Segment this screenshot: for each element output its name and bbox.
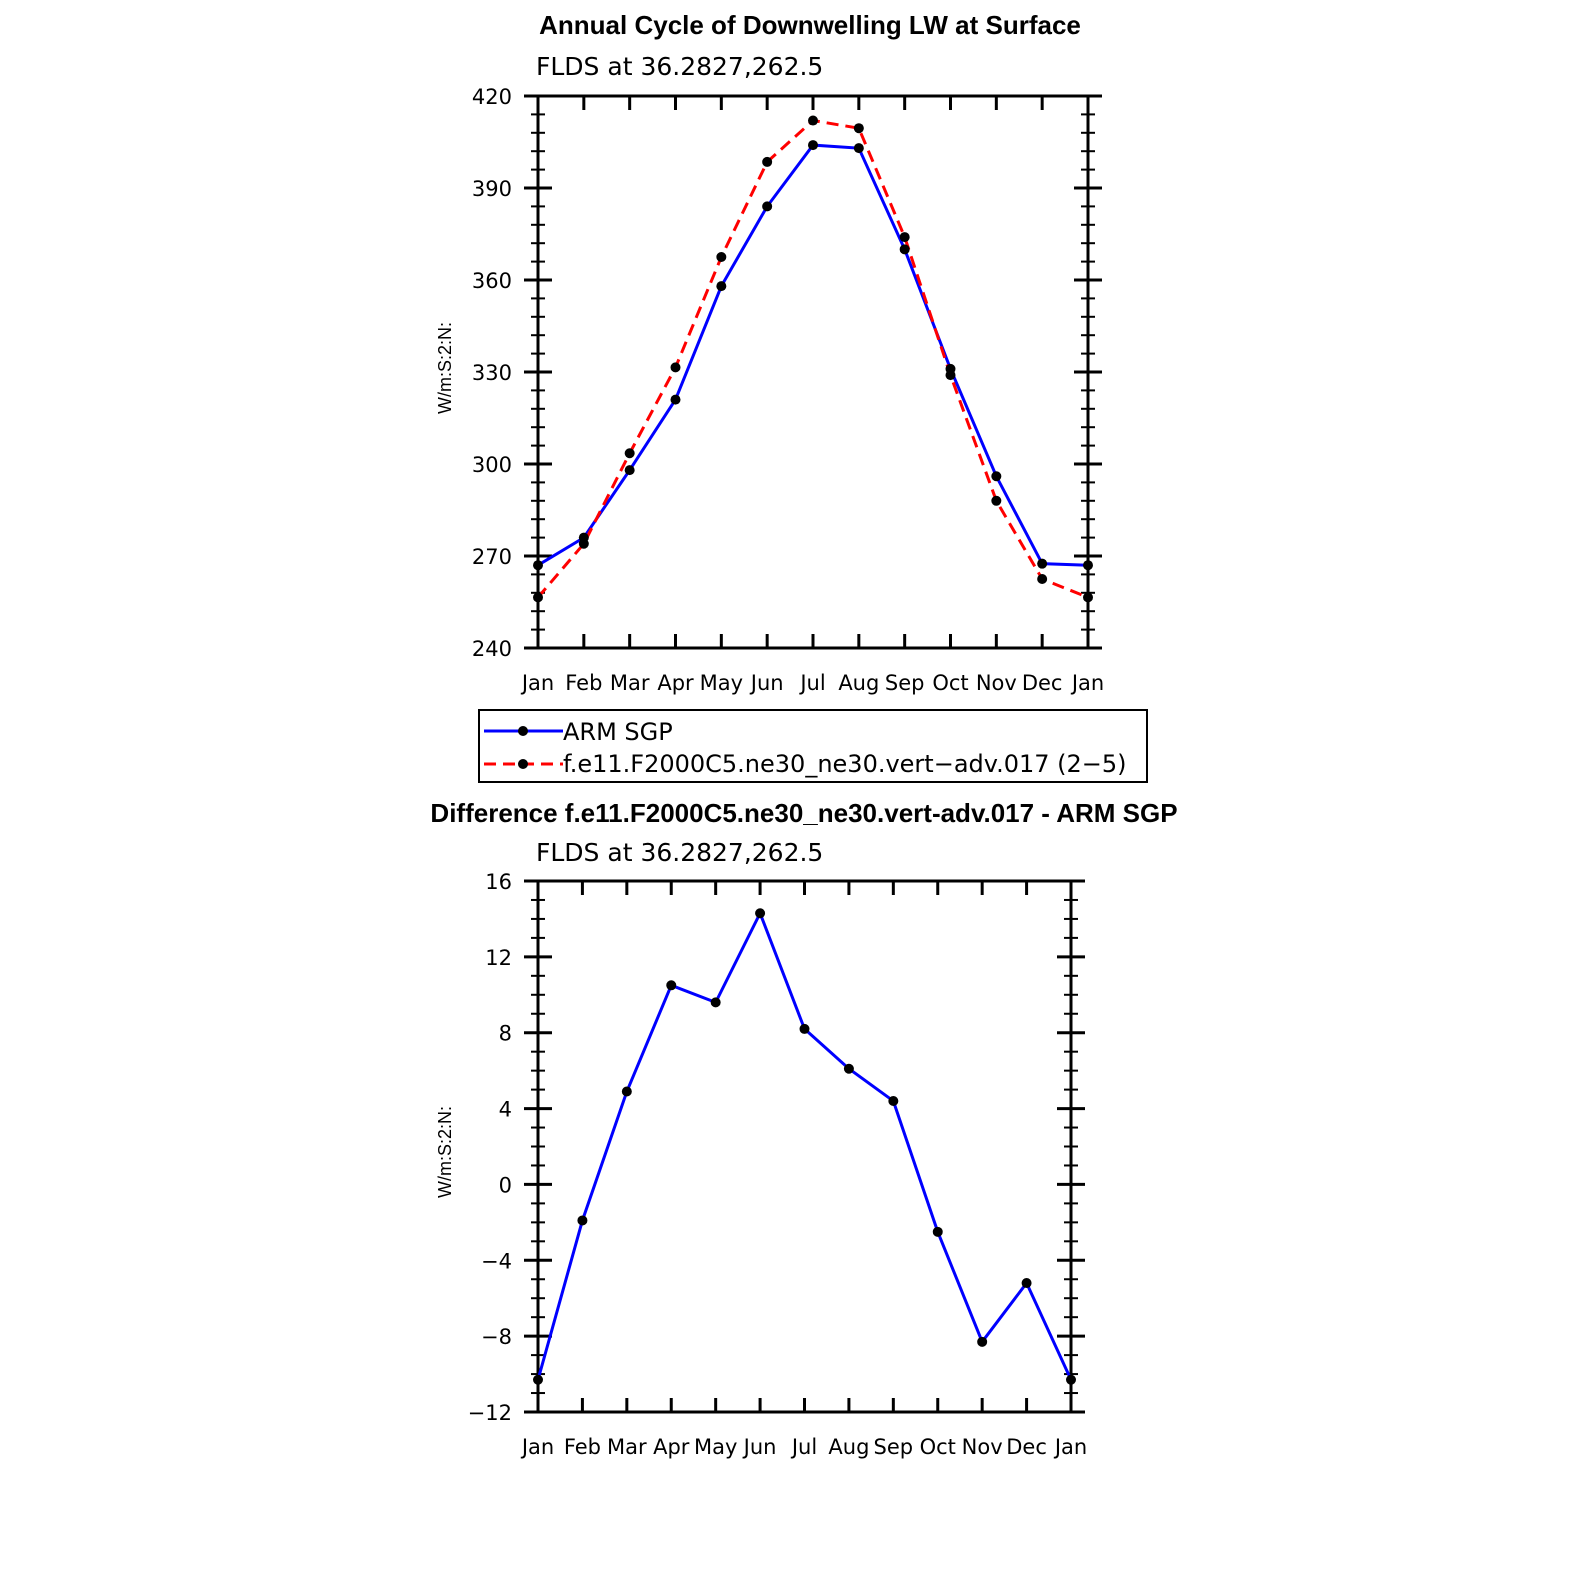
- x-tick-label: May: [699, 671, 744, 695]
- x-tick-label: Mar: [609, 671, 650, 695]
- data-point: [1022, 1278, 1032, 1288]
- data-point: [933, 1227, 943, 1237]
- data-point: [666, 980, 676, 990]
- legend: [479, 710, 1147, 782]
- data-point: [671, 362, 681, 372]
- x-tick-label: Aug: [838, 671, 880, 695]
- series-line-0: [538, 913, 1071, 1380]
- data-point: [762, 201, 772, 211]
- x-tick-label: Apr: [653, 1435, 690, 1459]
- x-tick-label: Sep: [884, 671, 925, 695]
- data-point: [991, 471, 1001, 481]
- data-point: [711, 997, 721, 1007]
- data-point: [1066, 1375, 1076, 1385]
- y-axis-label: W/m:S:2:N:: [435, 321, 455, 415]
- x-tick-label: Oct: [932, 671, 969, 695]
- annual-cycle-panel: [435, 10, 1104, 695]
- y-tick-label: 420: [471, 85, 512, 109]
- data-point: [533, 560, 543, 570]
- legend-marker-arm-sgp: [518, 726, 528, 736]
- x-tick-label: Jan: [1071, 671, 1105, 695]
- x-tick-label: Jan: [1054, 1435, 1088, 1459]
- x-tick-label: Feb: [565, 671, 603, 695]
- data-point: [854, 123, 864, 133]
- data-point: [579, 539, 589, 549]
- x-tick-label: Feb: [563, 1435, 602, 1459]
- data-point: [755, 908, 765, 918]
- data-point: [625, 465, 635, 475]
- data-point: [808, 140, 818, 150]
- y-tick-label: 8: [498, 1021, 512, 1046]
- data-point: [625, 448, 635, 458]
- data-point: [622, 1087, 632, 1097]
- y-tick-label: 270: [471, 545, 512, 569]
- x-tick-label: Dec: [1006, 1435, 1047, 1459]
- y-tick-label: 12: [485, 945, 512, 970]
- x-tick-label: Mar: [607, 1435, 647, 1459]
- x-tick-label: Apr: [657, 671, 694, 695]
- legend-label-model: f.e11.F2000C5.ne30_ne30.vert−adv.017 (2−5): [563, 750, 1127, 778]
- data-point: [1083, 560, 1093, 570]
- y-tick-label: 4: [498, 1097, 512, 1122]
- legend-label-arm-sgp: ARM SGP: [563, 718, 673, 746]
- difference-chart-title: Difference f.e11.F2000C5.ne30_ne30.vert-adv.017 - ARM SGP: [430, 798, 1178, 828]
- chart-title: Annual Cycle of Downwelling LW at Surface: [539, 10, 1081, 40]
- y-tick-label: 360: [471, 269, 512, 293]
- x-tick-label: Dec: [1021, 671, 1063, 695]
- plot-frame: [538, 96, 1088, 648]
- y-tick-label: 240: [471, 637, 512, 661]
- data-point: [533, 1375, 543, 1385]
- x-tick-label: Jan: [521, 1435, 555, 1459]
- x-tick-label: Nov: [961, 1435, 1003, 1459]
- data-point: [900, 232, 910, 242]
- x-tick-label: Oct: [919, 1435, 956, 1459]
- legend-marker-model: [518, 759, 528, 769]
- y-tick-label: 390: [471, 177, 512, 201]
- difference-y-axis-label: W/m:S:2:N:: [435, 1105, 455, 1199]
- data-point: [1037, 574, 1047, 584]
- data-point: [577, 1215, 587, 1225]
- x-tick-label: Jan: [521, 671, 555, 695]
- data-point: [762, 157, 772, 167]
- x-tick-label: Jul: [800, 671, 826, 695]
- data-point: [800, 1024, 810, 1034]
- x-tick-label: Jun: [750, 671, 784, 695]
- data-point: [716, 281, 726, 291]
- data-point: [671, 395, 681, 405]
- x-tick-label: May: [693, 1435, 738, 1459]
- y-tick-label: 330: [471, 361, 512, 385]
- x-tick-label: Jun: [743, 1435, 777, 1459]
- data-point: [1083, 592, 1093, 602]
- x-tick-label: Aug: [828, 1435, 870, 1459]
- y-tick-label: −4: [481, 1249, 512, 1274]
- data-point: [888, 1096, 898, 1106]
- data-point: [991, 496, 1001, 506]
- x-tick-label: Sep: [873, 1435, 914, 1459]
- x-tick-label: Jul: [791, 1435, 818, 1459]
- data-point: [716, 252, 726, 262]
- data-point: [1037, 559, 1047, 569]
- y-tick-label: 16: [485, 870, 512, 894]
- series-line-0: [538, 145, 1088, 565]
- chart-subtitle: FLDS at 36.2827,262.5: [536, 52, 824, 81]
- difference-panel: [430, 798, 1177, 1459]
- data-point: [808, 116, 818, 126]
- difference-chart-subtitle: FLDS at 36.2827,262.5: [536, 838, 824, 867]
- data-point: [533, 592, 543, 602]
- data-point: [844, 1064, 854, 1074]
- x-tick-label: Nov: [975, 671, 1017, 695]
- data-point: [946, 370, 956, 380]
- y-tick-label: −12: [467, 1401, 512, 1425]
- data-point: [900, 244, 910, 254]
- y-tick-label: −8: [481, 1325, 512, 1350]
- y-tick-label: 300: [471, 453, 512, 477]
- data-point: [977, 1337, 987, 1347]
- series-line-1: [538, 121, 1088, 598]
- y-tick-label: 0: [498, 1173, 512, 1198]
- data-point: [854, 143, 864, 153]
